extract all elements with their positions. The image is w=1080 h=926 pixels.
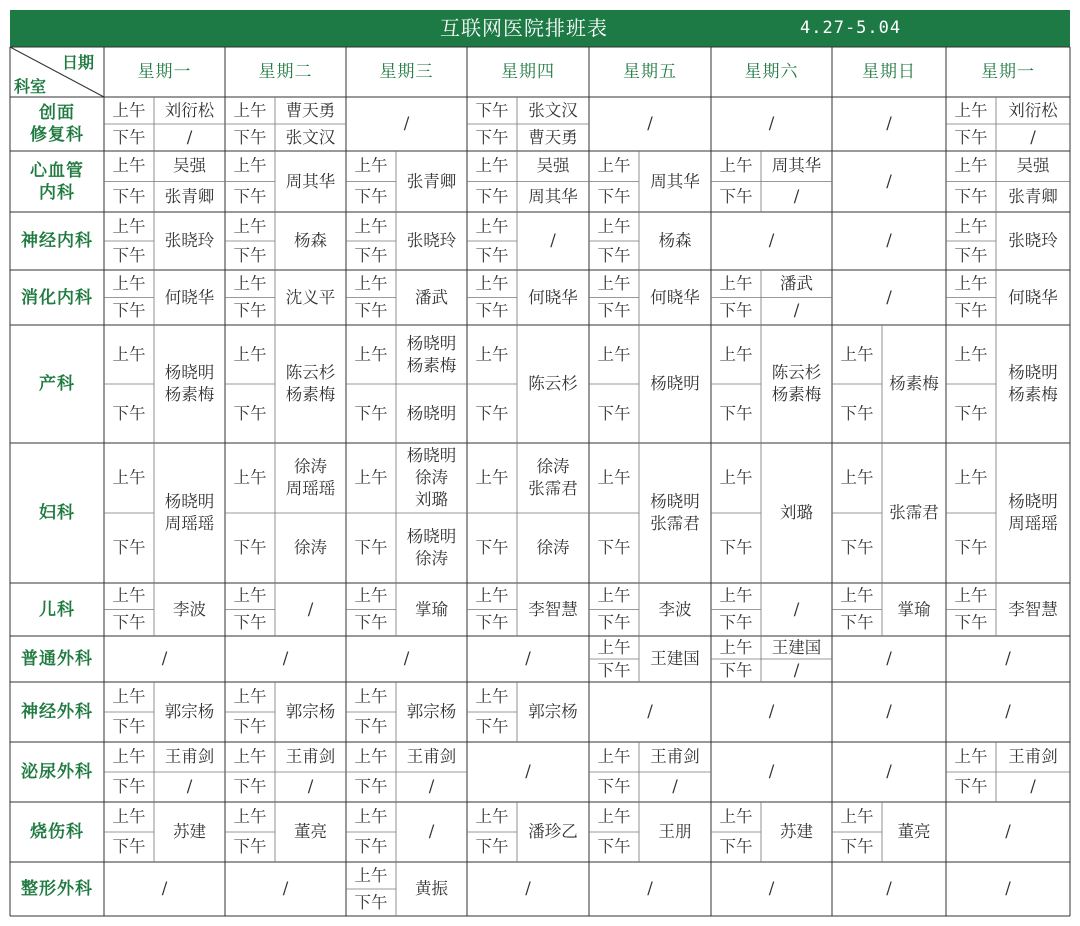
pm-label: 下午: [840, 612, 874, 632]
pm-label: 下午: [840, 837, 874, 856]
doctor-name: 周其华: [650, 171, 700, 191]
empty-slot: /: [886, 287, 892, 307]
am-label: 上午: [840, 586, 874, 606]
pm-label: 下午: [112, 717, 146, 736]
doctor-name: 杨森: [294, 231, 327, 250]
pm-label: 下午: [233, 245, 267, 265]
pm-label: 下午: [954, 127, 988, 147]
am-label: 上午: [354, 216, 388, 236]
am-label: 上午: [719, 807, 753, 826]
doctor-name-am: 徐涛 周瑶瑶: [285, 457, 336, 498]
empty-slot: /: [403, 649, 410, 668]
doctor-name-am: 杨晓明 徐涛 刘璐: [406, 446, 457, 509]
pm-label: 下午: [112, 837, 146, 856]
doctor-name: 杨晓明 张霈君: [650, 492, 700, 533]
department-name: 整形外科: [21, 879, 93, 899]
empty-slot: /: [768, 702, 775, 721]
doctor-name-pm: 张青卿: [1008, 186, 1058, 206]
pm-label: 下午: [597, 403, 631, 423]
pm-label: 下午: [954, 186, 988, 206]
am-label: 上午: [233, 468, 267, 487]
pm-label: 下午: [719, 660, 753, 680]
pm-label: 下午: [354, 186, 388, 206]
doctor-name: 张晓玲: [406, 231, 457, 250]
doctor-name: /: [307, 599, 314, 619]
doctor-name: 李智慧: [1008, 599, 1058, 619]
am-label: 下午: [475, 100, 509, 120]
am-label: 上午: [112, 100, 146, 120]
am-label: 上午: [112, 586, 146, 606]
am-label: 上午: [233, 807, 267, 826]
am-label: 上午: [475, 344, 509, 364]
doctor-name: 张晓玲: [164, 231, 215, 250]
am-label: 上午: [233, 687, 267, 706]
am-label: 上午: [719, 468, 753, 487]
am-label: 上午: [719, 637, 753, 657]
doctor-name: 李智慧: [528, 599, 578, 619]
doctor-name-pm: 杨晓明 徐涛: [406, 527, 457, 568]
doctor-name: 杨晓明 杨素梅: [1008, 363, 1058, 404]
am-label: 上午: [954, 100, 988, 120]
department-name: 心血管 内科: [30, 160, 84, 203]
am-label: 上午: [112, 156, 146, 176]
doctor-name: 杨晓明 周瑶瑶: [1008, 492, 1058, 533]
empty-slot: /: [525, 762, 531, 781]
pm-label: 下午: [112, 186, 146, 206]
day-header-8: 星期一: [981, 62, 1035, 82]
pm-label: 下午: [233, 837, 267, 856]
empty-slot: /: [161, 879, 168, 898]
doctor-name: 苏建: [173, 822, 206, 841]
doctor-name-pm: /: [672, 777, 678, 796]
am-label: 上午: [475, 273, 509, 293]
am-label: 上午: [954, 273, 988, 293]
am-label: 上午: [233, 747, 267, 766]
doctor-name: 郭宗杨: [285, 702, 336, 721]
department-name: 产科: [39, 374, 75, 394]
pm-label: 下午: [597, 245, 631, 265]
doctor-name: 董亮: [897, 822, 931, 841]
doctor-name-am: 刘衍松: [164, 100, 215, 120]
doctor-name: /: [428, 822, 435, 841]
department-name: 妇科: [39, 503, 75, 523]
doctor-name: 杨晓明 杨素梅: [164, 363, 215, 404]
doctor-name-am: 王甫剑: [285, 747, 336, 766]
doctor-name: 杨晓明: [650, 374, 700, 393]
pm-label: 下午: [475, 717, 509, 736]
doctor-name-pm: /: [186, 127, 193, 147]
doctor-name: 郭宗杨: [164, 702, 215, 721]
am-label: 上午: [597, 273, 631, 293]
pm-label: 下午: [233, 127, 267, 147]
pm-label: 下午: [475, 245, 509, 265]
am-label: 上午: [354, 156, 388, 176]
empty-slot: /: [1005, 822, 1011, 841]
doctor-name: 陈云杉 杨素梅: [285, 363, 336, 404]
pm-label: 下午: [354, 612, 388, 632]
doctor-name-pm: 杨晓明: [406, 403, 457, 423]
corner-dept-label: 科室: [14, 77, 47, 96]
pm-label: 下午: [475, 127, 509, 147]
doctor-name: 王建国: [650, 649, 700, 668]
doctor-name: 李波: [173, 599, 206, 619]
doctor-name-am: 王甫剑: [406, 747, 457, 766]
empty-slot: /: [161, 649, 168, 668]
am-label: 上午: [719, 586, 753, 606]
corner-date-label: 日期: [62, 53, 95, 72]
department-name: 神经外科: [21, 702, 93, 722]
pm-label: 下午: [475, 301, 509, 321]
pm-label: 下午: [112, 245, 146, 265]
doctor-name-pm: 张文汉: [285, 127, 336, 147]
pm-label: 下午: [475, 837, 509, 856]
pm-label: 下午: [597, 301, 631, 321]
pm-label: 下午: [597, 612, 631, 632]
doctor-name: 张晓玲: [1008, 231, 1058, 250]
doctor-name-am: 吴强: [536, 156, 570, 176]
doctor-name: 掌瑜: [415, 599, 448, 619]
pm-label: 下午: [840, 538, 874, 557]
pm-label: 下午: [354, 892, 388, 912]
doctor-name: 黄振: [415, 879, 448, 898]
empty-slot: /: [282, 649, 289, 668]
empty-slot: /: [886, 702, 892, 721]
doctor-name: 刘璐: [780, 503, 813, 522]
am-label: 上午: [475, 586, 509, 606]
empty-slot: /: [525, 879, 531, 898]
am-label: 上午: [354, 273, 388, 293]
pm-label: 下午: [475, 403, 509, 423]
am-label: 上午: [840, 344, 874, 364]
am-label: 上午: [954, 468, 988, 487]
pm-label: 下午: [954, 403, 988, 423]
doctor-name-pm: /: [1030, 777, 1036, 796]
am-label: 上午: [354, 807, 388, 826]
doctor-name-pm: 曹天勇: [528, 127, 578, 147]
pm-label: 下午: [597, 837, 631, 856]
doctor-name: 郭宗杨: [528, 702, 578, 721]
pm-label: 下午: [233, 538, 267, 557]
day-header-7: 星期日: [862, 62, 916, 82]
doctor-name: 杨森: [658, 231, 692, 250]
pm-label: 下午: [475, 186, 509, 206]
empty-slot: /: [886, 231, 892, 250]
am-label: 上午: [597, 468, 631, 487]
pm-label: 下午: [112, 538, 146, 557]
department-name: 烧伤科: [30, 822, 84, 842]
doctor-name-pm: 徐涛: [294, 538, 327, 557]
doctor-name: /: [550, 231, 556, 250]
doctor-name: 何晓华: [164, 287, 215, 307]
doctor-name-am: 王建国: [771, 637, 822, 657]
doctor-name-am: 刘衍松: [1008, 100, 1058, 120]
pm-label: 下午: [233, 717, 267, 736]
am-label: 上午: [954, 216, 988, 236]
pm-label: 下午: [597, 186, 631, 206]
pm-label: 下午: [112, 612, 146, 632]
department-name: 儿科: [39, 599, 75, 620]
pm-label: 下午: [597, 660, 631, 680]
day-header-6: 星期六: [744, 62, 799, 82]
doctor-name: 苏建: [780, 822, 813, 841]
doctor-name: 掌瑜: [897, 599, 931, 619]
empty-slot: /: [886, 649, 892, 668]
empty-slot: /: [886, 171, 892, 191]
day-header-1: 星期一: [137, 62, 192, 82]
am-label: 上午: [954, 156, 988, 176]
am-label: 上午: [954, 747, 988, 766]
pm-label: 下午: [354, 538, 388, 557]
doctor-name-pm: /: [793, 301, 800, 321]
doctor-name-pm: /: [307, 777, 314, 796]
pm-label: 下午: [233, 301, 267, 321]
am-label: 上午: [719, 156, 753, 176]
pm-label: 下午: [719, 837, 753, 856]
am-label: 上午: [354, 865, 388, 885]
pm-label: 下午: [112, 777, 146, 796]
am-label: 上午: [233, 100, 267, 120]
empty-slot: /: [647, 114, 653, 133]
department-name: 神经内科: [21, 231, 93, 251]
doctor-name: 陈云杉 杨素梅: [771, 363, 822, 404]
am-label: 上午: [112, 344, 146, 364]
am-label: 上午: [475, 687, 509, 706]
department-name: 普通外科: [21, 649, 93, 669]
am-label: 上午: [954, 586, 988, 606]
am-label: 上午: [597, 156, 631, 176]
department-name: 消化内科: [21, 287, 93, 308]
doctor-name-am: 曹天勇: [285, 100, 336, 120]
pm-label: 下午: [354, 717, 388, 736]
doctor-name-am: 周其华: [771, 156, 822, 176]
pm-label: 下午: [475, 538, 509, 557]
doctor-name: 杨晓明 周瑶瑶: [164, 492, 215, 533]
pm-label: 下午: [233, 777, 267, 796]
day-header-3: 星期三: [379, 62, 434, 82]
empty-slot: /: [886, 762, 892, 781]
am-label: 上午: [840, 468, 874, 487]
pm-label: 下午: [112, 403, 146, 423]
pm-label: 下午: [954, 301, 988, 321]
day-header-4: 星期四: [501, 62, 555, 82]
pm-label: 下午: [475, 612, 509, 632]
am-label: 上午: [112, 273, 146, 293]
doctor-name-am: 徐涛 张霈君: [528, 457, 578, 498]
doctor-name: 潘珍乙: [528, 822, 578, 841]
pm-label: 下午: [954, 538, 988, 557]
doctor-name: 李波: [658, 599, 692, 619]
empty-slot: /: [403, 114, 410, 133]
am-label: 上午: [354, 747, 388, 766]
date-range: 4.27-5.04: [800, 18, 902, 38]
doctor-name-pm: /: [428, 777, 435, 796]
doctor-name: 郭宗杨: [406, 702, 457, 721]
doctor-name: 沈义平: [285, 287, 336, 307]
doctor-name-pm: 周其华: [528, 186, 578, 206]
pm-label: 下午: [233, 612, 267, 632]
pm-label: 下午: [112, 301, 146, 321]
am-label: 上午: [233, 216, 267, 236]
am-label: 上午: [354, 468, 388, 487]
am-label: 上午: [475, 468, 509, 487]
am-label: 上午: [597, 216, 631, 236]
am-label: 上午: [233, 344, 267, 364]
pm-label: 下午: [354, 837, 388, 856]
empty-slot: /: [768, 114, 775, 133]
day-header-2: 星期二: [258, 62, 313, 82]
department-name: 泌尿外科: [21, 762, 93, 782]
doctor-name-am: 杨晓明 杨素梅: [406, 333, 457, 375]
pm-label: 下午: [233, 186, 267, 206]
doctor-name-am: 吴强: [1016, 156, 1050, 176]
pm-label: 下午: [597, 777, 631, 796]
doctor-name: 何晓华: [650, 287, 700, 307]
doctor-name: 何晓华: [1008, 287, 1058, 307]
doctor-name-pm: /: [1030, 127, 1036, 147]
empty-slot: /: [768, 231, 775, 250]
doctor-name: 何晓华: [528, 287, 578, 307]
am-label: 上午: [112, 747, 146, 766]
doctor-name: 王朋: [658, 822, 692, 841]
pm-label: 下午: [354, 245, 388, 265]
am-label: 上午: [954, 344, 988, 364]
am-label: 上午: [112, 807, 146, 826]
empty-slot: /: [1005, 649, 1011, 668]
am-label: 上午: [354, 586, 388, 606]
doctor-name-pm: 徐涛: [536, 538, 570, 557]
empty-slot: /: [768, 762, 775, 781]
pm-label: 下午: [719, 301, 753, 321]
pm-label: 下午: [354, 777, 388, 796]
empty-slot: /: [768, 879, 775, 898]
am-label: 上午: [597, 344, 631, 364]
am-label: 上午: [112, 468, 146, 487]
doctor-name: 张霈君: [889, 503, 939, 522]
department-name: 创面 修复科: [30, 103, 84, 145]
pm-label: 下午: [719, 403, 753, 423]
doctor-name-pm: /: [793, 660, 800, 680]
doctor-name-am: 王甫剑: [650, 747, 700, 766]
am-label: 上午: [233, 156, 267, 176]
am-label: 上午: [597, 637, 631, 657]
pm-label: 下午: [719, 186, 753, 206]
doctor-name-am: 王甫剑: [164, 747, 215, 766]
pm-label: 下午: [233, 403, 267, 423]
doctor-name: 董亮: [294, 822, 327, 841]
am-label: 上午: [597, 586, 631, 606]
doctor-name-pm: /: [793, 186, 800, 206]
pm-label: 下午: [354, 301, 388, 321]
empty-slot: /: [647, 702, 653, 721]
doctor-name-am: 潘武: [780, 273, 813, 293]
pm-label: 下午: [954, 777, 988, 796]
empty-slot: /: [886, 879, 892, 898]
am-label: 上午: [354, 344, 388, 364]
doctor-name: 杨素梅: [889, 374, 939, 393]
doctor-name-am: 王甫剑: [1008, 747, 1058, 766]
empty-slot: /: [647, 879, 653, 898]
am-label: 上午: [112, 216, 146, 236]
pm-label: 下午: [954, 245, 988, 265]
am-label: 上午: [475, 156, 509, 176]
pm-label: 下午: [112, 127, 146, 147]
doctor-name: 张青卿: [406, 171, 457, 191]
am-label: 上午: [719, 344, 753, 364]
am-label: 上午: [475, 216, 509, 236]
empty-slot: /: [525, 649, 531, 668]
page-title: 互联网医院排班表: [440, 16, 608, 40]
pm-label: 下午: [719, 538, 753, 557]
empty-slot: /: [886, 114, 892, 133]
doctor-name: 周其华: [285, 171, 336, 191]
pm-label: 下午: [954, 612, 988, 632]
am-label: 上午: [475, 807, 509, 826]
doctor-name-am: 张文汉: [528, 100, 578, 120]
empty-slot: /: [282, 879, 289, 898]
am-label: 上午: [112, 687, 146, 706]
day-header-5: 星期五: [623, 62, 677, 82]
am-label: 上午: [840, 807, 874, 826]
pm-label: 下午: [719, 612, 753, 632]
doctor-name-pm: /: [186, 777, 193, 796]
doctor-name: 陈云杉: [528, 374, 578, 393]
doctor-name-pm: 张青卿: [164, 186, 215, 206]
doctor-name-am: 吴强: [173, 156, 206, 176]
pm-label: 下午: [354, 403, 388, 423]
am-label: 上午: [233, 586, 267, 606]
am-label: 上午: [597, 807, 631, 826]
am-label: 上午: [233, 273, 267, 293]
am-label: 上午: [719, 273, 753, 293]
doctor-name: /: [793, 599, 800, 619]
pm-label: 下午: [840, 403, 874, 423]
am-label: 上午: [354, 687, 388, 706]
pm-label: 下午: [597, 538, 631, 557]
empty-slot: /: [1005, 702, 1011, 721]
empty-slot: /: [1005, 879, 1011, 898]
doctor-name: 潘武: [415, 287, 448, 307]
am-label: 上午: [597, 747, 631, 766]
